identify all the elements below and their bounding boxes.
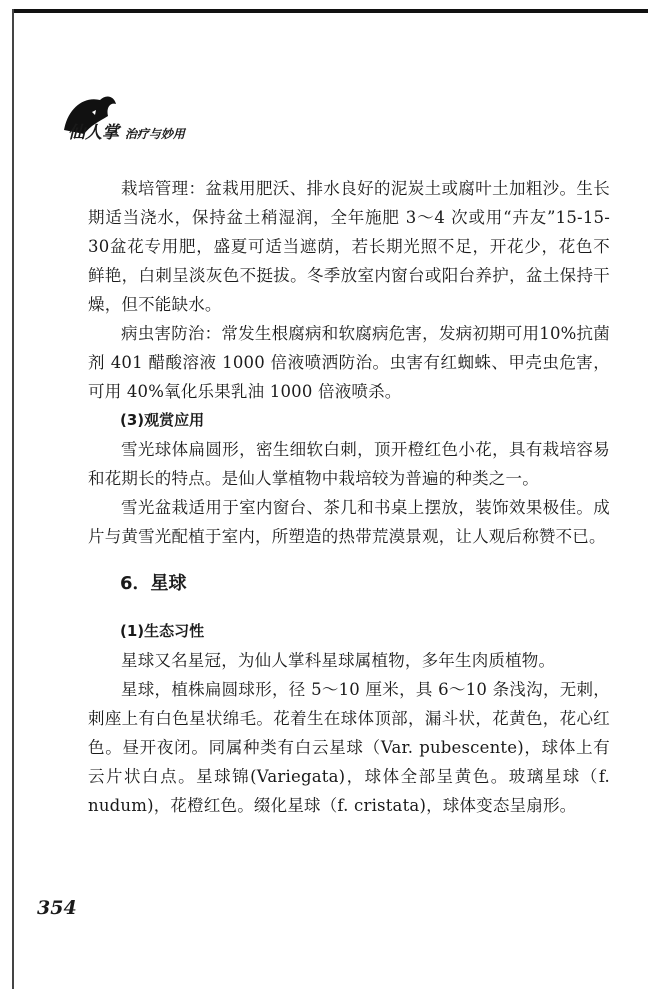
page-number: 354 — [37, 897, 77, 919]
paragraph-ecology-2: 星球，植株扁圆球形，径 5～10 厘米，具 6～10 条浅沟，无刺，刺座上有白色星状绵毛。花着生在球体顶部，漏斗状，花黄色，花心红色。昼开夜闭。同属种类有白云星球（Var. pubescente)，球体上有云片状白点。星球锦(Variegata)，球体全部呈黄色。玻璃星球（f. nudum)，花橙红色。缀化星球（f. cristata)，球体变态呈扇形。 — [88, 680, 610, 815]
top-border-rule — [12, 9, 648, 13]
book-title-main: 仙人掌 — [68, 123, 119, 143]
subheading-ecology: (1)生态习性 — [120, 622, 205, 640]
book-title — [68, 118, 185, 143]
page-body — [88, 174, 610, 820]
paragraph-ecology-1: 星球又名星冠，为仙人掌科星球属植物，多年生肉质植物。 — [121, 651, 556, 670]
paragraph-cultivation: 栽培管理：盆栽用肥沃、排水良好的泥炭土或腐叶土加粗沙。生长期适当浇水，保持盆土稍湿润，全年施肥 3～4 次或用“卉友”15-15-30盆花专用肥，盛夏可适当遮荫，若长期光照不足，开花少，花色不鲜艳，白刺呈淡灰色不挺拔。冬季放室内窗台或阳台养护，盆土保持干燥，但不能缺水。 — [88, 179, 610, 314]
paragraph-ornamental-2: 雪光盆栽适用于室内窗台、茶几和书桌上摆放，装饰效果极佳。成片与黄雪光配植于室内，所塑造的热带荒漠景观，让人观后称赞不已。 — [88, 498, 610, 546]
subheading-ornamental-use: (3)观赏应用 — [120, 411, 205, 429]
section-heading-star-cactus: 6．星球 — [120, 573, 187, 594]
left-border-rule — [12, 9, 14, 989]
book-header-logo — [62, 90, 222, 150]
book-title-sub: 治疗与妙用 — [124, 127, 185, 141]
paragraph-pest-control: 病虫害防治：常发生根腐病和软腐病危害，发病初期可用10%抗菌剂 401 醋酸溶液 1000 倍液喷洒防治。虫害有红蜘蛛、甲壳虫危害，可用 40%氧化乐果乳油 1000 倍液喷杀。 — [88, 324, 610, 401]
paragraph-ornamental-1: 雪光球体扁圆形，密生细软白刺，顶开橙红色小花，具有栽培容易和花期长的特点。是仙人掌植物中栽培较为普遍的种类之一。 — [88, 440, 610, 488]
